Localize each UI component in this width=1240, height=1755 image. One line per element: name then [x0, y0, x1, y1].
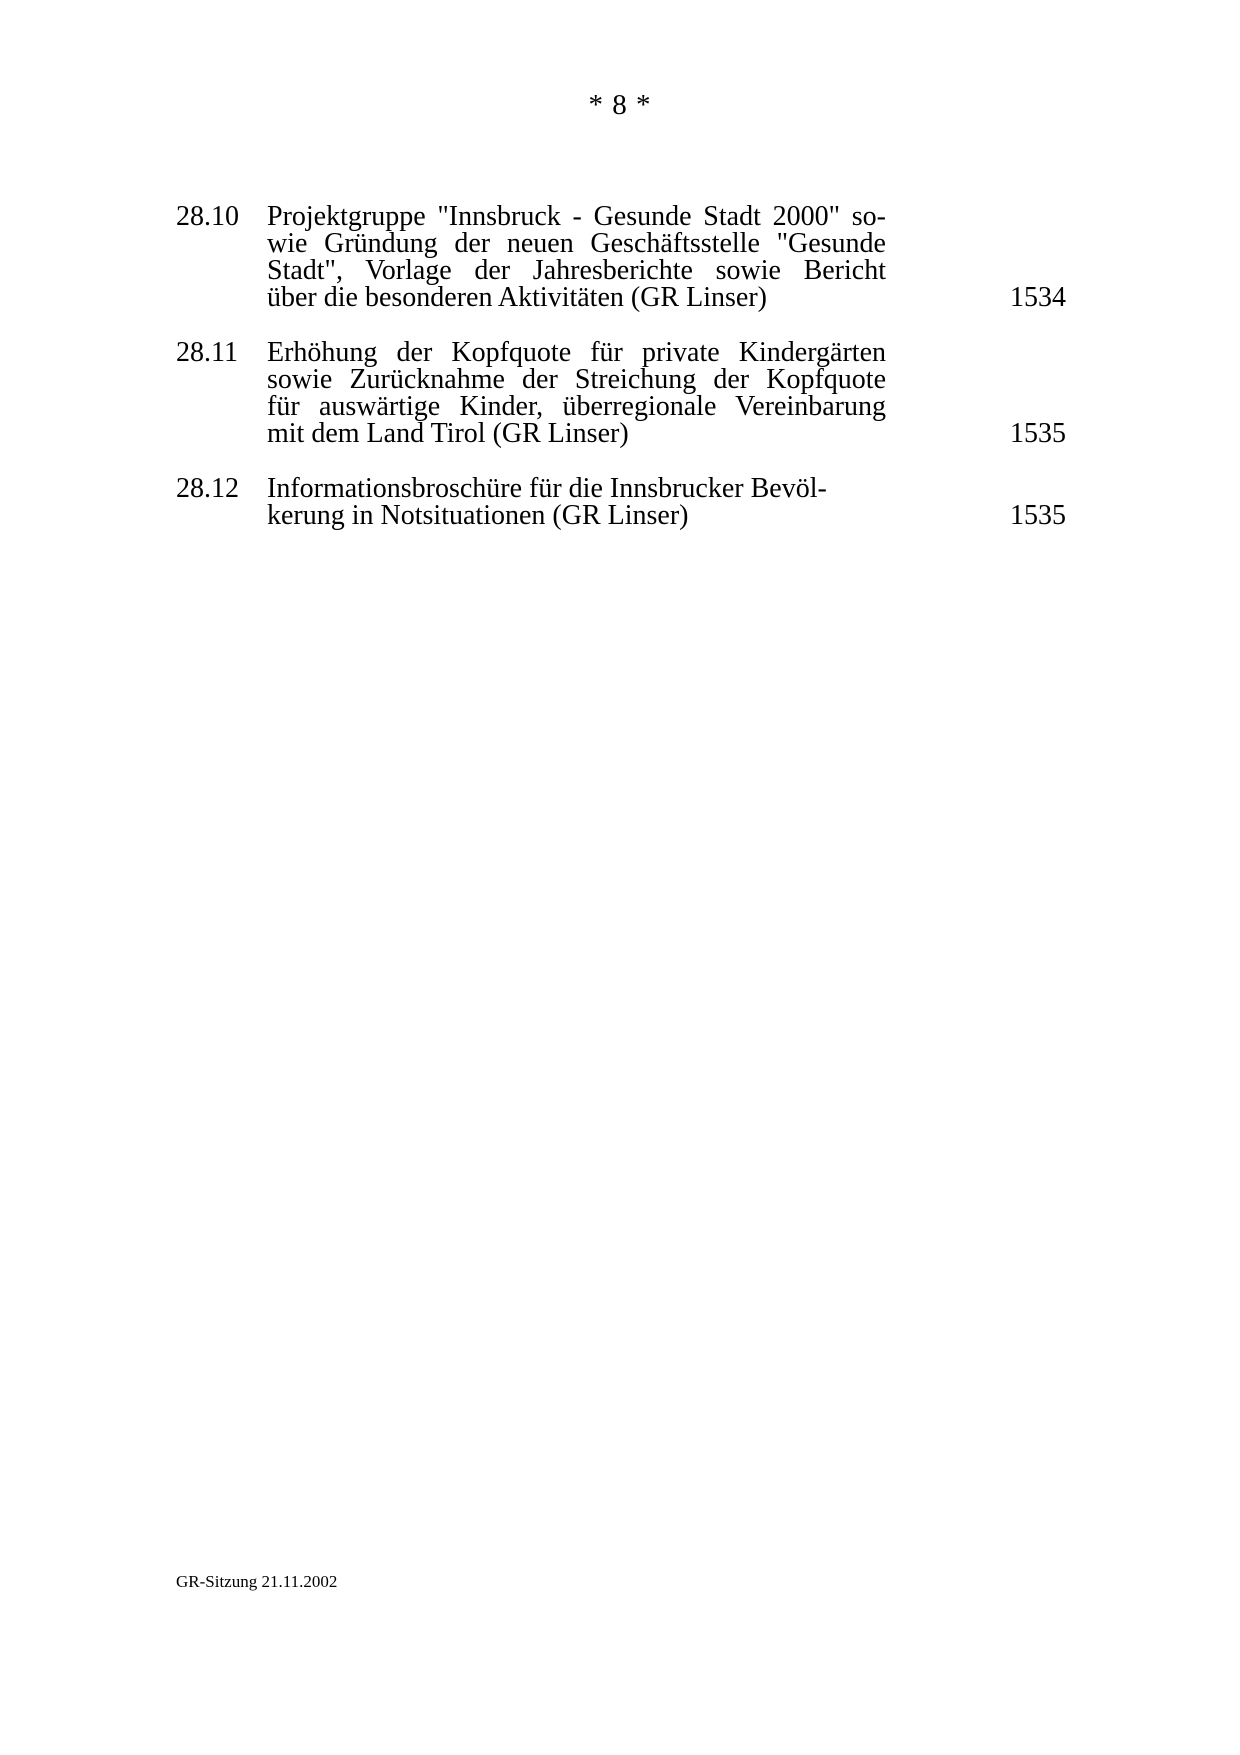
entry-text-line: Projektgruppe "Innsbruck - Gesunde Stadt 2000" so-	[267, 201, 886, 232]
entry-page-number: 1535	[1010, 500, 1066, 531]
entry-text-line: sowie Zurücknahme der Streichung der Kopfquote	[267, 364, 886, 395]
toc-entry	[176, 203, 1066, 311]
entry-text-line: wie Gründung der neuen Geschäftsstelle "Gesunde	[267, 228, 886, 259]
entry-text-line: für auswärtige Kinder, überregionale Vereinbarung	[267, 391, 886, 422]
entry-number: 28.11	[176, 337, 238, 368]
entry-text	[267, 475, 886, 529]
entry-text	[267, 203, 886, 311]
entry-text-line: mit dem Land Tirol (GR Linser)	[267, 418, 629, 449]
entry-text-line: kerung in Notsituationen (GR Linser)	[267, 500, 689, 531]
entry-page-number: 1535	[1010, 418, 1066, 449]
entry-text	[267, 339, 886, 447]
entry-text-line: Stadt", Vorlage der Jahresberichte sowie Bericht	[267, 255, 886, 286]
entry-number: 28.10	[176, 201, 239, 232]
entry-number: 28.12	[176, 473, 239, 504]
entry-text-line: Informationsbroschüre für die Innsbrucker Bevöl-	[267, 473, 827, 504]
page-number: * 8 *	[588, 89, 652, 121]
entry-text-line: Erhöhung der Kopfquote für private Kindergärten	[267, 337, 886, 368]
toc-entry	[176, 339, 1066, 447]
entry-page-number: 1534	[1010, 282, 1066, 313]
footer-text: GR-Sitzung 21.11.2002	[176, 1572, 338, 1591]
entry-text-line: über die besonderen Aktivitäten (GR Linser)	[267, 282, 767, 313]
toc-entry	[176, 475, 1066, 529]
